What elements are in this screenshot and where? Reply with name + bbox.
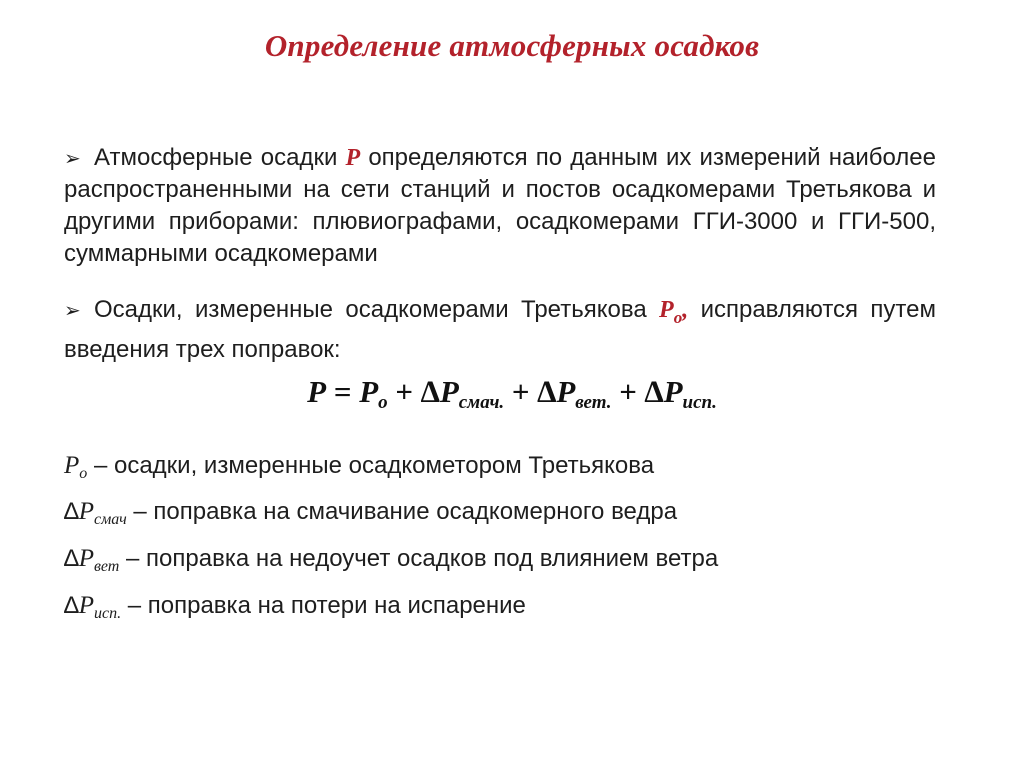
bullet-text-start: Осадки, измеренные осадкомерами Третьякова <box>94 296 660 323</box>
definition-item <box>64 452 654 483</box>
precipitation-symbol: P <box>345 145 361 171</box>
bullet-text-end: исправляются путем введения трех поправок: <box>64 296 936 363</box>
definition-text: – поправка на недоучет осадков под влиянием ветра <box>119 545 719 572</box>
bullet-text-end: определяются по данным их измерений наиболее распространенными на сети станций и постов осадкомерами Третьякова и другими приборами: плювиографами, осадкомерами ГГИ-3000 и ГГИ-500, суммарными осадкомерами <box>64 144 936 267</box>
definition-text: – поправка на потери на испарение <box>121 592 526 619</box>
definition-item: $\Delta P_{смач}$ – поправка на смачивание осадкомерного ведра <box>64 498 678 528</box>
bullet-item <box>64 142 936 270</box>
definition-item: $\Delta P_{исп.}$ – поправка на потери на испарение <box>64 592 526 622</box>
measured-precipitation-symbol: $P_o$, <box>659 297 689 327</box>
definition-symbol: $P_{смач}$ <box>78 498 127 528</box>
arrow-bullet-icon: ➢ <box>64 298 81 322</box>
slide-title: Определение атмосферных осадков <box>264 28 760 63</box>
definition-item: $\Delta P_{вет}$ – поправка на недоучет осадков под влиянием ветра <box>64 545 719 575</box>
bullet-text-start: Атмосферные осадки <box>94 144 346 171</box>
definition-symbol: $P_{вет}$ <box>78 545 120 575</box>
definition-text: – осадки, измеренные осадкометором Третьякова <box>87 452 655 479</box>
bullet-item <box>64 294 936 366</box>
correction-formula: $P = P_o + \Delta P_{смач.} + \Delta P_{вет.} + \Delta P_{исп.}$ <box>307 374 717 413</box>
definition-symbol: $P_{исп.}$ <box>78 592 122 622</box>
arrow-bullet-icon: ➢ <box>64 146 81 170</box>
definition-symbol: $P_o$ <box>64 452 88 482</box>
definition-text: – поправка на смачивание осадкомерного ведра <box>126 498 678 525</box>
